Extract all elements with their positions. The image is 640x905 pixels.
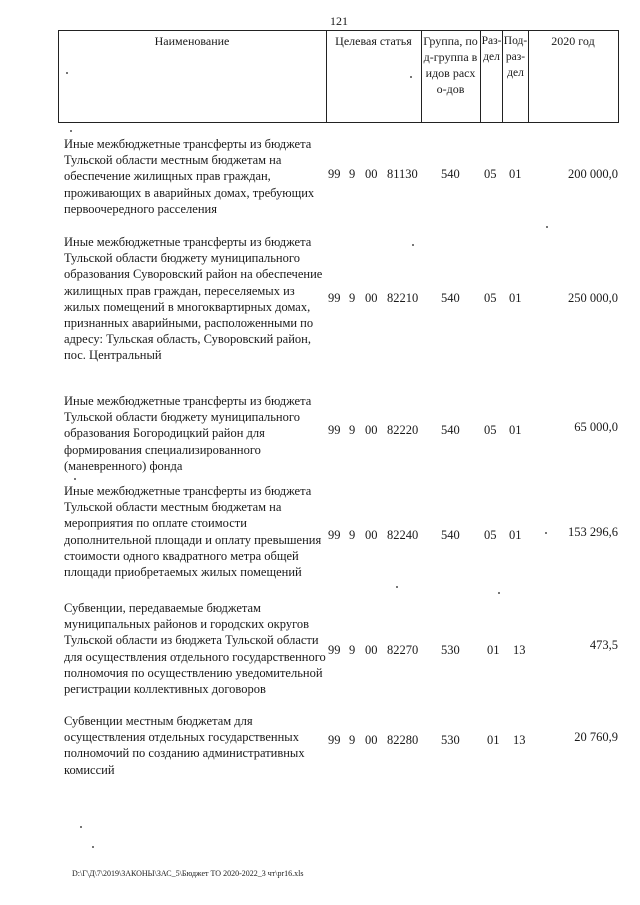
header-name: Наименование: [154, 34, 230, 48]
scan-speck: [396, 586, 398, 588]
row-target-event: 00: [365, 528, 378, 542]
row-amount: 153 296,6: [568, 525, 618, 539]
row-target-program: 99: [328, 423, 341, 437]
row-target-subprogram: 9: [349, 167, 356, 181]
row-group: 530: [441, 643, 460, 657]
row-amount: 20 760,9: [574, 730, 618, 744]
row-target-subprogram: 9: [349, 423, 356, 437]
row-name: Иные межбюджетные трансферты из бюджета Тульской области местным бюджетам на обеспечение жилищных прав граждан, проживающих в аварийных домах, требующих первоочередного расселения: [64, 137, 315, 216]
row-section: 05: [484, 291, 497, 305]
row-group: 540: [441, 291, 460, 305]
row-name: Иные межбюджетные трансферты из бюджета Тульской области бюджету муниципального образования Суворовский район на обеспечение жилищных прав граждан, переселяемых из жилых помещений в многоквартирных домах, признанных аварийными, расположенными по адресу: Тульская область, Суворовский район, пос. Центральный: [64, 235, 323, 363]
scan-speck: [412, 244, 414, 246]
row-target-event: 00: [365, 423, 378, 437]
row-target-program: 99: [328, 643, 341, 657]
row-section: 05: [484, 423, 497, 437]
row-section: 05: [484, 167, 497, 181]
row-target-direction: 81130: [387, 167, 418, 181]
row-target-subprogram: 9: [349, 291, 356, 305]
scan-speck: [70, 130, 72, 132]
row-section: 01: [487, 733, 500, 747]
row-name: Иные межбюджетные трансферты из бюджета Тульской области местным бюджетам на мероприятия по оплате стоимости дополнительной площади и оплату превышения стоимости одного квадратного метра общей площади приобретаемых жилых помещений: [64, 484, 322, 580]
scan-speck: [545, 532, 547, 534]
row-subsection: 01: [509, 291, 522, 305]
row-target-subprogram: 9: [349, 643, 356, 657]
row-target-event: 00: [365, 733, 378, 747]
row-amount: 473,5: [589, 638, 618, 652]
row-target-direction: 82240: [387, 528, 419, 542]
row-target-event: 00: [365, 643, 378, 657]
scan-speck: [498, 592, 500, 594]
row-target-direction: 82210: [387, 291, 419, 305]
row-subsection: 13: [513, 643, 526, 657]
row-amount: 65 000,0: [574, 420, 618, 434]
row-name: Субвенции местным бюджетам для осуществления отдельных государственных полномочий по созданию административных комиссий: [64, 714, 305, 777]
scan-speck: [66, 72, 68, 74]
row-target-program: 99: [328, 167, 341, 181]
row-name: Иные межбюджетные трансферты из бюджета Тульской области бюджету муниципального образования Богородицкий район для формирования специализированного (маневренного) фонда: [64, 394, 312, 473]
row-group: 540: [441, 167, 460, 181]
scan-speck: [74, 478, 76, 480]
footer-file-path: D:\Г\Д\7\2019\ЗАКОНЫ\ЗАС_5\Бюджет ТО 2020-2022_3 чт\pr16.xls: [72, 869, 304, 878]
header-year: 2020 год: [551, 34, 595, 48]
scan-speck: [80, 826, 82, 828]
row-subsection: 01: [509, 167, 522, 181]
scan-speck: [546, 226, 548, 228]
row-target-event: 00: [365, 291, 378, 305]
row-amount: 250 000,0: [568, 291, 618, 305]
row-target-direction: 82270: [387, 643, 419, 657]
header-target: Целевая статья: [335, 34, 412, 48]
row-section: 01: [487, 643, 500, 657]
row-group: 530: [441, 733, 460, 747]
header-group: Группа, под-группа видов расхо-дов: [423, 34, 478, 96]
row-target-program: 99: [328, 528, 341, 542]
row-target-program: 99: [328, 733, 341, 747]
row-target-direction: 82220: [387, 423, 419, 437]
row-subsection: 01: [509, 528, 522, 542]
row-target-program: 99: [328, 291, 341, 305]
row-subsection: 01: [509, 423, 522, 437]
row-target-event: 00: [365, 167, 378, 181]
row-group: 540: [441, 423, 460, 437]
row-subsection: 13: [513, 733, 526, 747]
scan-speck: [92, 846, 94, 848]
header-section: Раз-дел: [481, 35, 502, 63]
row-section: 05: [484, 528, 497, 542]
row-target-subprogram: 9: [349, 733, 356, 747]
header-subsection: Под-раз-дел: [503, 35, 528, 79]
row-target-direction: 82280: [387, 733, 419, 747]
scan-speck: [410, 76, 412, 78]
row-name: Субвенции, передаваемые бюджетам муниципальных районов и городских округов Тульской области из бюджета Тульской области для осуществления отдельного государственного полномочия по осуществлению уведомительной регистрации коллективных договоров: [64, 601, 326, 697]
row-group: 540: [441, 528, 460, 542]
page-number: 121: [330, 14, 348, 28]
row-target-subprogram: 9: [349, 528, 356, 542]
row-amount: 200 000,0: [568, 167, 618, 181]
